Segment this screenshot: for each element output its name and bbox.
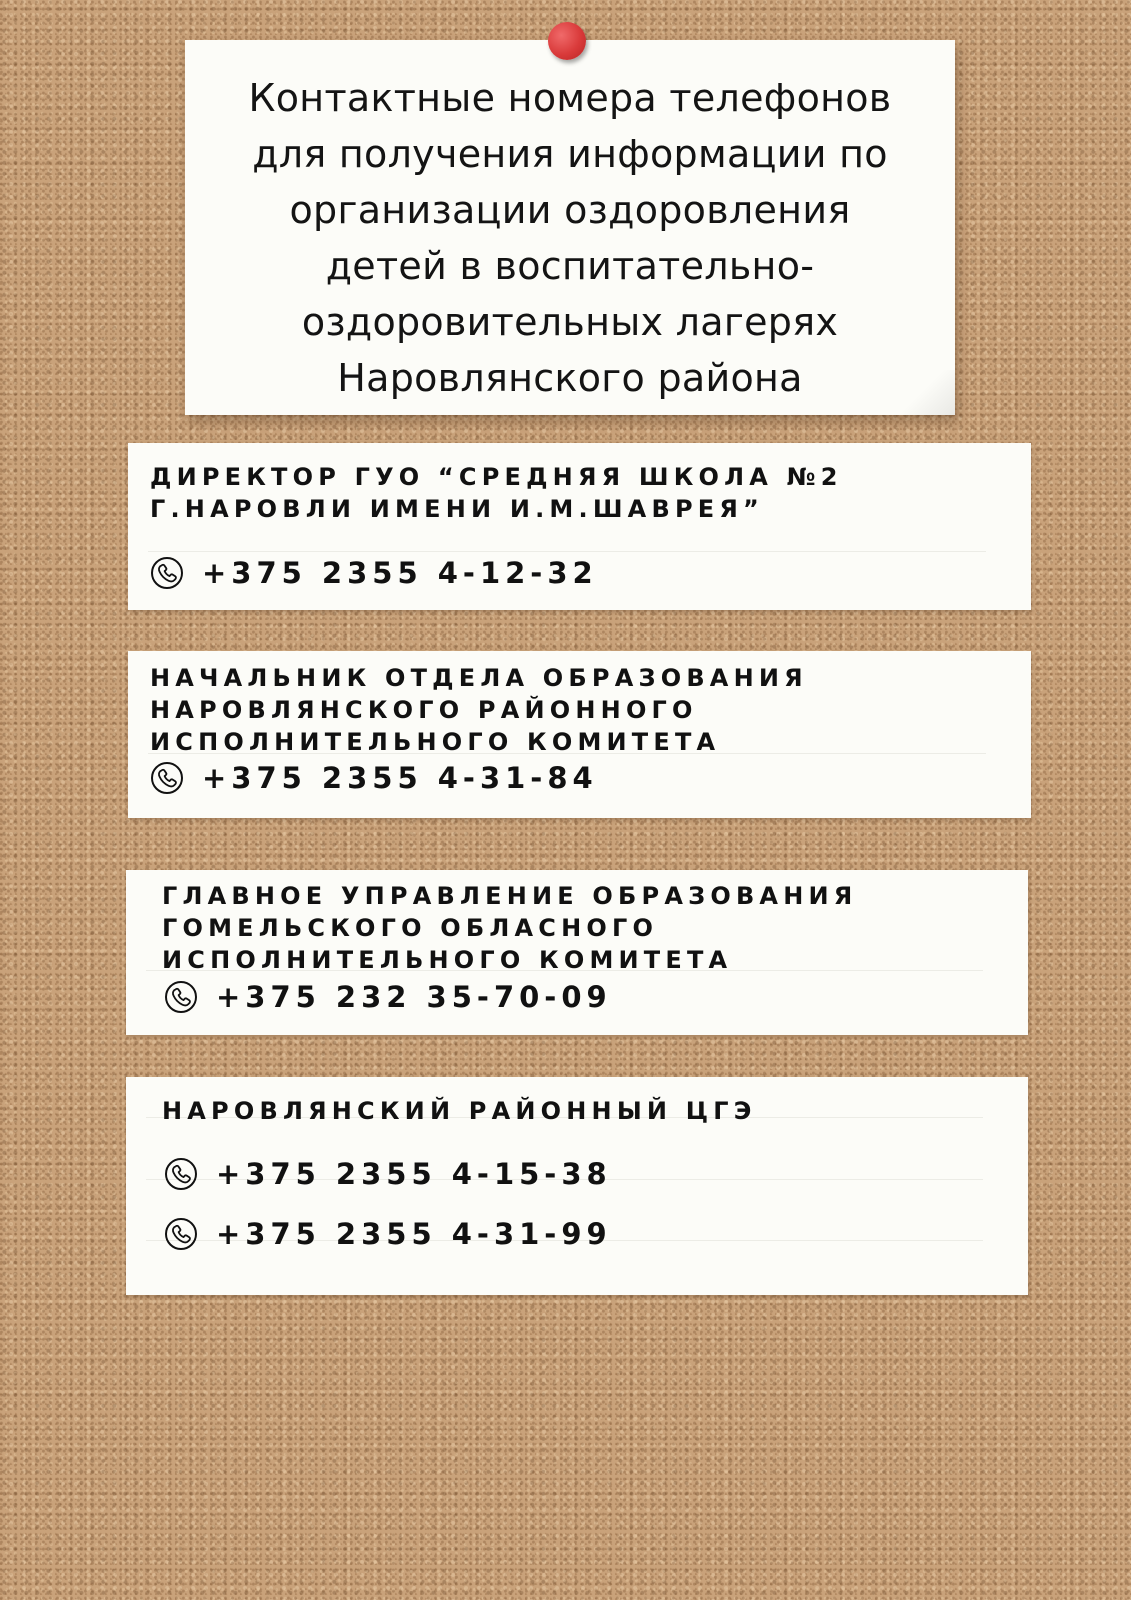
phone-row xyxy=(150,556,598,590)
phone-icon xyxy=(164,980,198,1014)
contact-title: НАЧАЛЬНИК ОТДЕЛА ОБРАЗОВАНИЯ НАРОВЛЯНСКОГО РАЙОННОГО ИСПОЛНИТЕЛЬНОГО КОМИТЕТА xyxy=(150,664,808,756)
phone-number[interactable]: +375 2355 4-15-38 xyxy=(216,1157,612,1191)
phone-row xyxy=(164,1157,612,1191)
phone-icon xyxy=(150,761,184,795)
contact-card-education-department xyxy=(128,651,1031,818)
contact-card-regional-education xyxy=(126,870,1028,1035)
phone-row xyxy=(164,1217,612,1251)
phone-icon xyxy=(164,1157,198,1191)
phone-row xyxy=(164,980,612,1014)
contact-card-hygiene-center xyxy=(126,1077,1028,1295)
contact-title: ДИРЕКТОР ГУО “СРЕДНЯЯ ШКОЛА №2 Г.НАРОВЛИ ИМЕНИ И.М.ШАВРЕЯ” xyxy=(150,463,843,523)
phone-icon xyxy=(150,556,184,590)
phone-number[interactable]: +375 2355 4-12-32 xyxy=(202,556,598,590)
phone-number[interactable]: +375 2355 4-31-99 xyxy=(216,1217,612,1251)
divider xyxy=(148,551,986,552)
phone-icon xyxy=(164,1217,198,1251)
page-title: Контактные номера телефонов для получения информации по организации оздоровления детей в воспитательно- оздоровительных лагерях Наровлянского района xyxy=(248,76,892,400)
contact-title: НАРОВЛЯНСКИЙ РАЙОННЫЙ ЦГЭ xyxy=(162,1097,757,1125)
phone-number[interactable]: +375 2355 4-31-84 xyxy=(202,761,598,795)
contact-card-school-director xyxy=(128,443,1031,610)
contact-title: ГЛАВНОЕ УПРАВЛЕНИЕ ОБРАЗОВАНИЯ ГОМЕЛЬСКОГО ОБЛАСНОГО ИСПОЛНИТЕЛЬНОГО КОМИТЕТА xyxy=(162,882,858,974)
push-pin-icon xyxy=(548,22,586,60)
sticky-note xyxy=(185,40,955,415)
phone-row xyxy=(150,761,598,795)
note-curl xyxy=(885,370,955,415)
phone-number[interactable]: +375 232 35-70-09 xyxy=(216,980,612,1014)
